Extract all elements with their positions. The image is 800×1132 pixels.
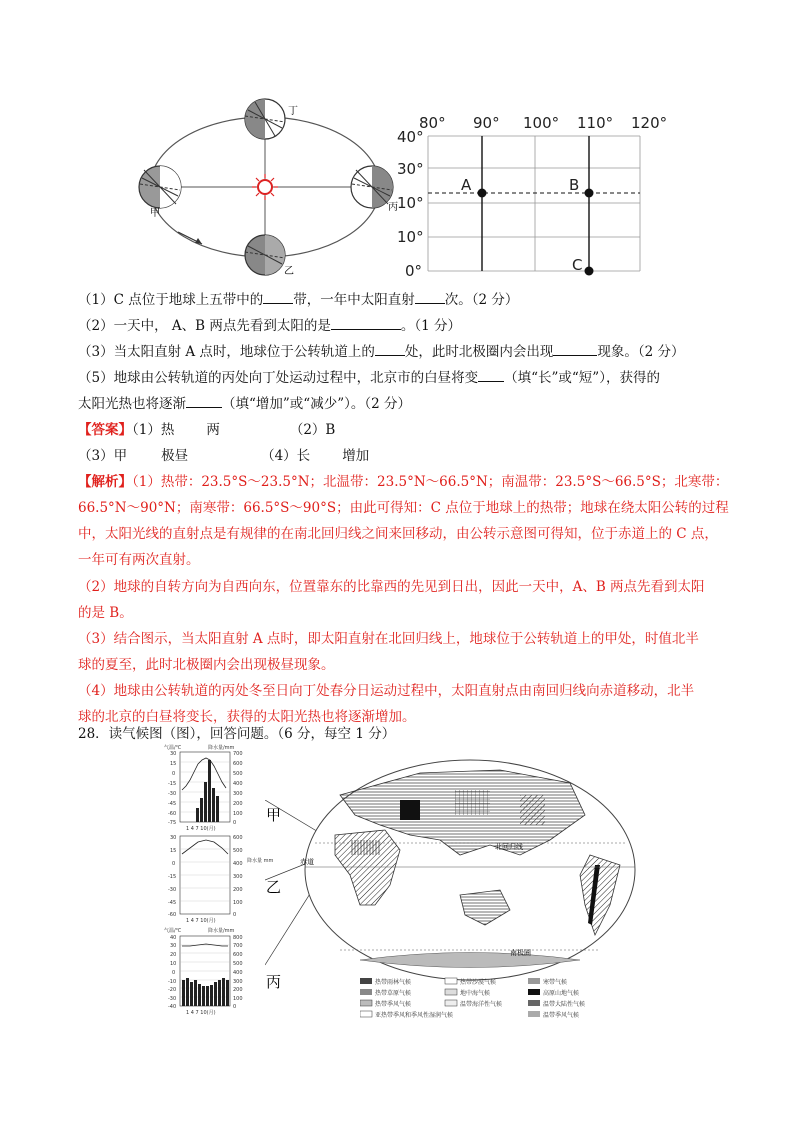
label-bing: 丙 xyxy=(388,202,398,213)
blank xyxy=(263,303,293,304)
analysis-p3-l2: 球的夏至，此时北极圈内会出现极昼现象。 xyxy=(78,657,335,673)
svg-text:20: 20 xyxy=(170,952,177,958)
label-yi: 乙 xyxy=(284,266,294,277)
lat-lon-grid xyxy=(395,108,675,288)
sun-icon xyxy=(252,174,278,200)
legend-swatch xyxy=(360,989,372,995)
legend-swatch xyxy=(445,1000,457,1006)
svg-text:-30: -30 xyxy=(168,996,177,1002)
label-jia: 甲 xyxy=(150,208,160,219)
equator-label: 赤道 xyxy=(300,858,314,866)
lon-label: 90° xyxy=(473,114,500,132)
legend-swatch xyxy=(528,989,540,995)
blank xyxy=(478,381,504,382)
svg-text:-20: -20 xyxy=(168,987,177,993)
blank xyxy=(415,303,445,304)
world-climate-map xyxy=(300,755,640,985)
svg-text:-15: -15 xyxy=(168,874,177,880)
svg-text:200: 200 xyxy=(233,987,243,993)
svg-text:-45: -45 xyxy=(168,801,177,807)
svg-text:500: 500 xyxy=(233,848,243,854)
tropic-label: 北回归线 xyxy=(495,843,523,851)
q3-mid: 处，此时北极圈内会出现 xyxy=(404,344,554,360)
svg-text:1 4 7 10(月): 1 4 7 10(月) xyxy=(186,918,216,924)
chart-label-jia: 甲 xyxy=(266,806,282,824)
svg-text:600: 600 xyxy=(233,952,243,958)
legend-swatch xyxy=(528,1011,540,1017)
answer-1: （1）热 xyxy=(132,422,175,438)
analysis-p4-l1: （4）地球由公转轨道的丙处冬至日向丁处春分日运动过程中，太阳直射点由南回归线向赤道移动，北半 xyxy=(78,683,695,699)
q1-suffix: 次。（2 分） xyxy=(444,292,519,308)
answer-1b: 两 xyxy=(206,422,220,438)
svg-text:300: 300 xyxy=(233,874,243,880)
grid-lines xyxy=(428,136,640,271)
analysis-p1-l2: 66.5°N～90°N；南寒带：66.5°S～90°S；由此可得知：C 点位于地球上的热带；地球在绕太阳公转的过程 xyxy=(78,500,729,516)
lat-label: 30° xyxy=(397,160,424,178)
svg-text:600: 600 xyxy=(233,835,243,841)
lon-label: 120° xyxy=(631,114,668,132)
q27-item-5 xyxy=(78,368,660,388)
legend-swatch xyxy=(528,978,540,984)
legend-item: 温带季风气候 xyxy=(543,1012,580,1019)
q5-prefix: （5）地球由公转轨道的丙处向丁处运动过程中，北京市的白昼将变 xyxy=(78,370,479,386)
svg-text:-15: -15 xyxy=(168,781,177,787)
svg-text:15: 15 xyxy=(170,761,177,767)
svg-text:100: 100 xyxy=(233,811,243,817)
svg-text:100: 100 xyxy=(233,996,243,1002)
answer-4b: 增加 xyxy=(342,448,370,464)
lat-label: 10° xyxy=(397,228,424,246)
blank xyxy=(186,407,222,408)
svg-text:0: 0 xyxy=(233,1004,237,1010)
q1-mid: 带，一年中太阳直射 xyxy=(293,292,415,308)
svg-text:-60: -60 xyxy=(168,811,177,817)
legend-swatch xyxy=(445,989,457,995)
svg-text:1 4 7 10(月): 1 4 7 10(月) xyxy=(186,1010,216,1016)
svg-text:0: 0 xyxy=(172,771,176,777)
q5-line2-suffix: （填“增加”或“减少”）。（2 分） xyxy=(222,396,411,412)
legend-item: 温带海洋性气候 xyxy=(460,1001,503,1008)
svg-text:0: 0 xyxy=(233,820,237,826)
svg-text:-30: -30 xyxy=(168,887,177,893)
analysis-p2-l2: 的是 B。 xyxy=(78,605,133,621)
svg-text:500: 500 xyxy=(233,771,243,777)
globe-yi xyxy=(245,235,285,275)
q27-item-2 xyxy=(78,316,461,336)
svg-text:600: 600 xyxy=(233,761,243,767)
svg-text:-40: -40 xyxy=(168,1004,177,1010)
answer-3: （3）甲 xyxy=(78,448,128,464)
analysis-tag: 【解析】 xyxy=(78,474,132,490)
answer-tag: 【答案】 xyxy=(78,422,132,438)
svg-text:700: 700 xyxy=(233,943,243,949)
chart-bing-bars xyxy=(182,978,229,1006)
chart-bing-precip-axis: 降水量/mm xyxy=(208,928,235,934)
answer-4: （4）长 xyxy=(261,448,311,464)
analysis-p1-l1: 【解析】（1）热带：23.5°S～23.5°N；北温带：23.5°N～66.5°N；南温带：23.5°S～66.5°S；北寒带： xyxy=(78,474,729,490)
q5-mid: （填“长”或“短”），获得的 xyxy=(504,370,660,386)
chart-yi-temp-line xyxy=(182,840,228,854)
svg-text:400: 400 xyxy=(233,781,243,787)
q3-prefix: （3）当太阳直射 A 点时，地球位于公转轨道上的 xyxy=(78,344,375,360)
q1-prefix: （1）C 点位于地球上五带中的 xyxy=(78,292,264,308)
svg-text:0: 0 xyxy=(172,970,176,976)
svg-text:30: 30 xyxy=(170,835,177,841)
svg-text:100: 100 xyxy=(233,900,243,906)
legend-item: 热带草原气候 xyxy=(375,990,412,997)
svg-text:400: 400 xyxy=(233,970,243,976)
svg-text:10: 10 xyxy=(170,961,177,967)
svg-text:400: 400 xyxy=(233,861,243,867)
lon-label: 100° xyxy=(523,114,560,132)
chart-label-bing: 丙 xyxy=(266,973,282,991)
antarctic-label: 南极圈 xyxy=(510,949,531,957)
chart-bing-temp-axis: 气温/℃ xyxy=(164,928,182,934)
answer-row-1 xyxy=(78,420,335,440)
svg-text:500: 500 xyxy=(233,961,243,967)
q27-item-1 xyxy=(78,290,518,310)
svg-text:30: 30 xyxy=(170,943,177,949)
blank xyxy=(553,355,597,356)
svg-text:-30: -30 xyxy=(168,791,177,797)
analysis-p3-l1: （3）结合图示，当太阳直射 A 点时，即太阳直射在北回归线上，地球位于公转轨道上的甲处，时值北半 xyxy=(78,631,699,647)
svg-text:0: 0 xyxy=(233,912,237,918)
svg-text:-60: -60 xyxy=(168,912,177,918)
q28-title: 28．读气候图（图），回答问题。（6 分，每空 1 分） xyxy=(78,726,396,742)
point-a xyxy=(478,189,487,198)
label-ding: 丁 xyxy=(288,106,298,117)
legend-swatch xyxy=(360,1011,372,1017)
legend-item: 热带沙漠气候 xyxy=(460,979,497,986)
q27-item-5-line2 xyxy=(78,394,411,414)
point-c xyxy=(585,267,594,276)
legend-item: 热带季风气候 xyxy=(375,1001,412,1008)
legend-item: 寒带气候 xyxy=(543,979,568,986)
legend-item: 高原山地气候 xyxy=(543,990,580,997)
lat-label: 40° xyxy=(397,128,424,146)
svg-text:降水量 mm: 降水量 mm xyxy=(247,858,274,864)
svg-text:1 4 7 10(月): 1 4 7 10(月) xyxy=(186,826,216,832)
q2-prefix: （2）一天中， A、B 两点先看到太阳的是 xyxy=(78,318,331,334)
point-a-label: A xyxy=(461,176,472,194)
lat-label: 10° xyxy=(397,194,424,212)
point-b-label: B xyxy=(569,176,580,194)
legend-swatch xyxy=(528,1000,540,1006)
answer-row-2 xyxy=(78,446,369,466)
legend-item: 温带大陆性气候 xyxy=(543,1001,586,1008)
chart-jia-temp-axis: 气温/℃ xyxy=(164,745,182,751)
svg-text:300: 300 xyxy=(233,791,243,797)
q3-suffix: 现象。（2 分） xyxy=(597,344,685,360)
analysis-p1-l3: 中，太阳光线的直射点是有规律的在南北回归线之间来回移动，由公转示意图可得知，位于赤道上的 C 点， xyxy=(78,526,718,542)
legend-item: 地中海气候 xyxy=(460,990,491,997)
svg-text:700: 700 xyxy=(233,751,243,757)
analysis-p4-l2: 球的北京的白昼将变长，获得的太阳光热也将逐渐增加。 xyxy=(78,709,416,725)
globe-jia xyxy=(139,166,181,208)
orbit-diagram xyxy=(130,92,410,282)
svg-text:800: 800 xyxy=(233,935,243,941)
svg-text:0: 0 xyxy=(172,861,176,867)
lat-label: 0° xyxy=(405,262,423,280)
svg-text:200: 200 xyxy=(233,887,243,893)
legend-item: 亚热带季风和季风性湿润气候 xyxy=(375,1012,454,1019)
svg-text:30: 30 xyxy=(170,751,177,757)
chart-label-yi: 乙 xyxy=(266,878,282,896)
legend-swatch xyxy=(360,1000,372,1006)
point-c-label: C xyxy=(572,256,583,274)
blank xyxy=(331,329,401,330)
legend-swatch xyxy=(445,978,457,984)
climate-legend xyxy=(360,976,610,1026)
answer-2: （2）B xyxy=(289,422,336,438)
svg-text:200: 200 xyxy=(233,801,243,807)
globe-ding xyxy=(245,99,285,139)
svg-text:-10: -10 xyxy=(168,979,177,985)
lon-label: 80° xyxy=(419,114,446,132)
blank xyxy=(375,355,405,356)
q27-item-3 xyxy=(78,342,685,362)
answer-3b: 极昼 xyxy=(161,448,189,464)
lon-label: 110° xyxy=(577,114,614,132)
q2-suffix: 。（1 分） xyxy=(400,318,461,334)
svg-text:-75: -75 xyxy=(168,820,177,826)
svg-text:40: 40 xyxy=(170,935,177,941)
svg-text:-45: -45 xyxy=(168,900,177,906)
q5-line2-prefix: 太阳光热也将逐渐 xyxy=(78,396,186,412)
chart-jia-precip-axis: 降水量/mm xyxy=(208,745,235,751)
legend-item: 热带雨林气候 xyxy=(375,979,412,986)
svg-text:15: 15 xyxy=(170,848,177,854)
analysis-p1-l4: 一年可有两次直射。 xyxy=(78,552,200,568)
svg-text:300: 300 xyxy=(233,979,243,985)
point-b xyxy=(585,189,594,198)
legend-swatch xyxy=(360,978,372,984)
analysis-p2-l1: （2）地球的自转方向为自西向东，位置靠东的比靠西的先见到日出，因此一天中，A、B 两点先看到太阳 xyxy=(78,579,705,595)
globe-bing xyxy=(351,166,393,208)
